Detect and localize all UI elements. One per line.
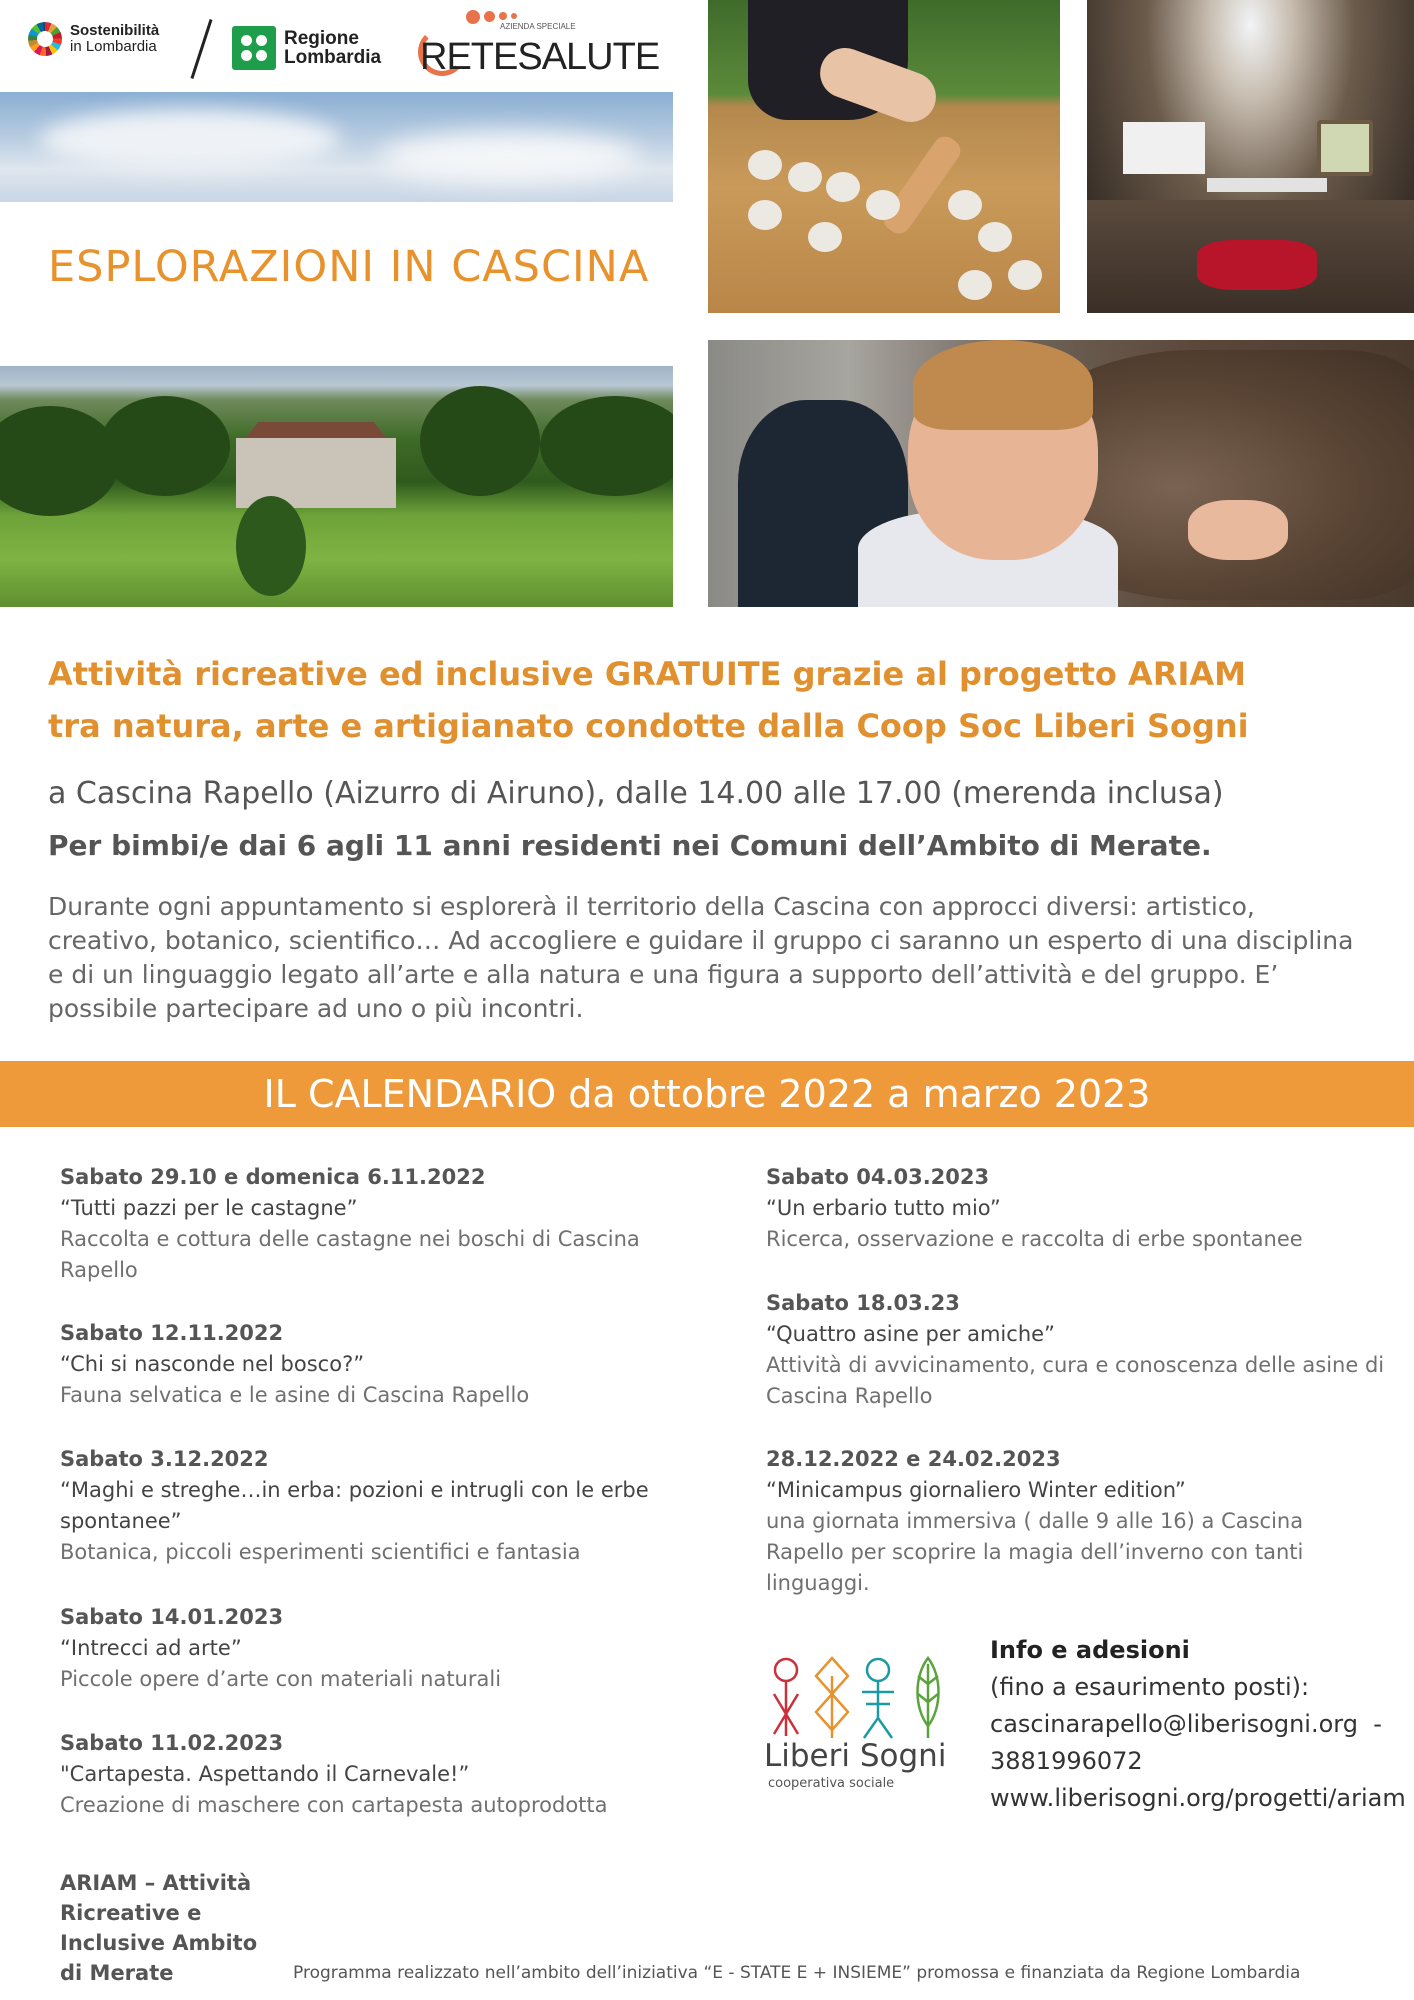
program-note: Programma realizzato nell’ambito dell’iniziativa “E - STATE E + INSIEME” promossa e finanziata da Regione Lombardia — [293, 1963, 1301, 1983]
event-description: Creazione di maschere con cartapesta autoprodotta — [60, 1793, 608, 1817]
audience-text: Per bimbi/e dai 6 agli 11 anni residenti nei Comuni dell’Ambito di Merate. — [48, 829, 1212, 862]
regione-lombardia-logo — [232, 26, 381, 70]
logo-bar — [0, 0, 673, 92]
headline-line1: Attività ricreative ed inclusive GRATUITE grazie al progetto ARIAM — [48, 655, 1246, 693]
event-date: Sabato 12.11.2022 — [60, 1321, 284, 1345]
event-title: "Cartapesta. Aspettando il Carnevale!” — [60, 1762, 470, 1786]
sky-photo — [0, 92, 673, 202]
event-date: Sabato 11.02.2023 — [60, 1731, 284, 1755]
info-title: Info e adesioni — [990, 1636, 1190, 1664]
event-item — [766, 1162, 1386, 1255]
event-title: “Tutti pazzi per le castagne” — [60, 1196, 358, 1220]
info-website[interactable]: www.liberisogni.org/progetti/ariam — [990, 1784, 1406, 1812]
retesalute-subtitle: AZIENDA SPECIALE — [500, 22, 576, 31]
event-date: 28.12.2022 e 24.02.2023 — [766, 1447, 1061, 1471]
event-description: Piccole opere d’arte con materiali naturali — [60, 1667, 502, 1691]
event-item — [60, 1444, 680, 1568]
event-title: “Un erbario tutto mio” — [766, 1196, 1001, 1220]
calendar-banner — [0, 1061, 1414, 1127]
info-phone[interactable]: 3881996072 — [990, 1747, 1143, 1775]
headline-line2: tra natura, arte e artigianato condotte dalla Coop Soc Liberi Sogni — [48, 707, 1249, 745]
event-date: Sabato 29.10 e domenica 6.11.2022 — [60, 1165, 486, 1189]
event-item — [60, 1728, 680, 1821]
info-box — [990, 1632, 1406, 1817]
event-description: una giornata immersiva ( dalle 9 alle 16) a Cascina Rapello per scoprire la magia dell’inverno con tanti linguaggi. — [766, 1509, 1304, 1595]
event-item — [60, 1162, 660, 1286]
location-text: a Cascina Rapello (Aizurro di Airuno), dalle 14.00 alle 17.00 (merenda inclusa) — [48, 776, 1224, 811]
sostenibilita-logo-text — [70, 23, 159, 55]
retesalute-name: RETESALUTE — [420, 36, 660, 78]
yurt-photo — [1087, 0, 1414, 313]
event-description: Attività di avvicinamento, cura e conoscenza delle asine di Cascina Rapello — [766, 1353, 1385, 1408]
sdg-wheel-icon — [28, 22, 62, 56]
retesalute-logo — [418, 8, 670, 84]
regione-line1: Regione — [284, 28, 359, 49]
event-title: “Minicampus giornaliero Winter edition” — [766, 1478, 1186, 1502]
info-email[interactable]: cascinarapello@liberisogni.org — [990, 1710, 1358, 1738]
event-item — [60, 1602, 660, 1695]
event-description: Botanica, piccoli esperimenti scientifici e fantasia — [60, 1540, 581, 1564]
event-item — [766, 1444, 1386, 1599]
sostenibilita-line2: in Lombardia — [70, 38, 157, 55]
event-item — [766, 1288, 1386, 1412]
liberi-sogni-name: Liberi Sogni — [764, 1738, 947, 1774]
event-item — [60, 1318, 660, 1411]
donkey-photo — [708, 340, 1414, 607]
event-description: Fauna selvatica e le asine di Cascina Rapello — [60, 1383, 530, 1407]
event-title: “Quattro asine per amiche” — [766, 1322, 1055, 1346]
info-separator: - — [1373, 1710, 1382, 1738]
regione-line2: Lombardia — [284, 47, 382, 68]
event-description: Ricerca, osservazione e raccolta di erbe spontanee — [766, 1227, 1303, 1251]
ariam-note: ARIAM – Attività Ricreative e Inclusive Ambito di Merate — [60, 1871, 258, 1985]
headline — [48, 648, 1378, 752]
regione-logo-text — [284, 29, 381, 67]
liberi-sogni-logo — [762, 1656, 962, 1792]
event-date: Sabato 04.03.2023 — [766, 1165, 990, 1189]
event-date: Sabato 18.03.23 — [766, 1291, 960, 1315]
event-date: Sabato 14.01.2023 — [60, 1605, 284, 1629]
event-title: “Chi si nasconde nel bosco?” — [60, 1352, 365, 1376]
farm-photo — [0, 366, 673, 607]
craft-photo — [708, 0, 1060, 313]
sostenibilita-logo — [28, 22, 159, 56]
event-title: “Maghi e streghe…in erba: pozioni e intrugli con le erbe spontanee” — [60, 1478, 649, 1533]
event-description: Raccolta e cottura delle castagne nei boschi di Cascina Rapello — [60, 1227, 640, 1282]
description-text: Durante ogni appuntamento si esplorerà il territorio della Cascina con approcci diversi: artistico, creativo, botanico, scientifico… Ad accogliere e guidare il gruppo ci saranno un esperto di una disciplina e di un linguaggio legato all’arte e alla natura e una figura a supporto dell’attività e del gruppo. E’ possibile partecipare ad uno o più incontri. — [48, 892, 1354, 1023]
event-title: “Intrecci ad arte” — [60, 1636, 242, 1660]
liberi-sogni-subtitle: cooperativa sociale — [768, 1776, 895, 1791]
sostenibilita-line1: Sostenibilità — [70, 22, 160, 39]
info-email-line — [990, 1706, 1400, 1743]
liberi-sogni-figures-icon — [764, 1656, 954, 1740]
event-date: Sabato 3.12.2022 — [60, 1447, 269, 1471]
regione-rose-icon — [232, 26, 276, 70]
logo-divider — [190, 19, 212, 79]
page-title: ESPLORAZIONI IN CASCINA — [48, 242, 650, 292]
info-note: (fino a esaurimento posti): — [990, 1673, 1310, 1701]
calendar-title: IL CALENDARIO da ottobre 2022 a marzo 2023 — [263, 1072, 1151, 1116]
